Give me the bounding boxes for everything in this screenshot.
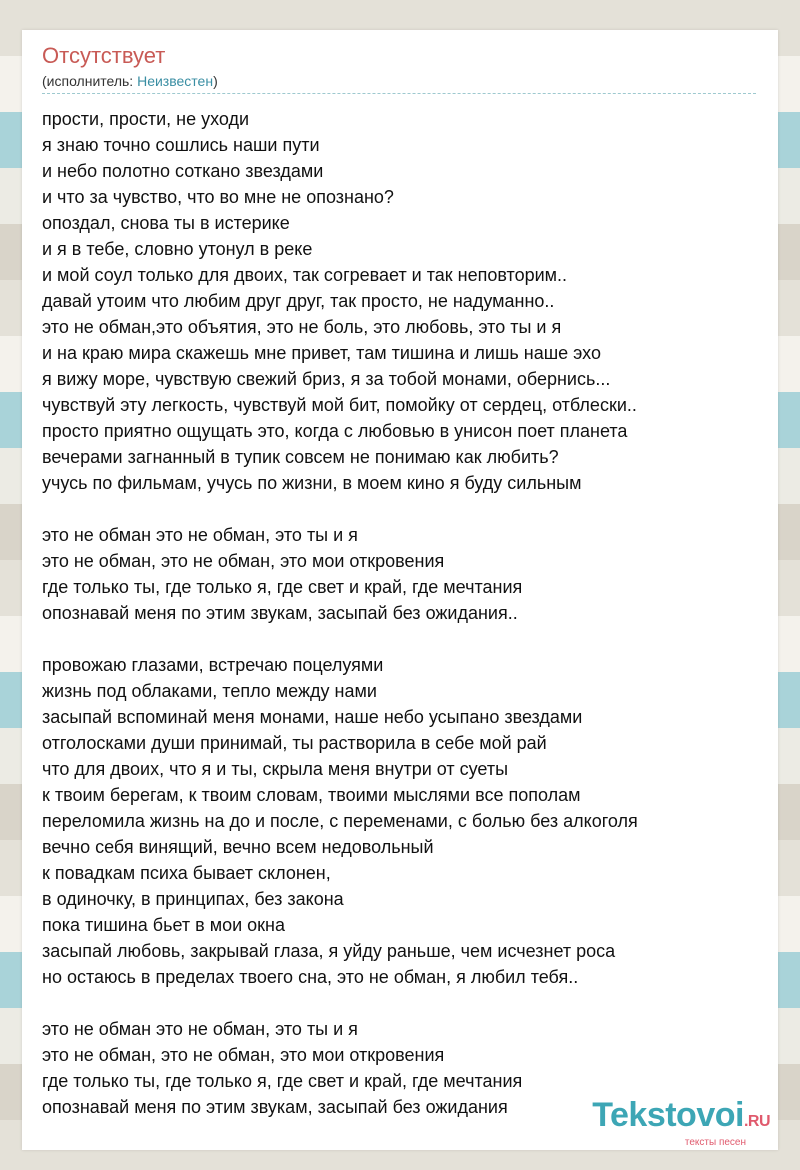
lyrics-line: к повадкам психа бывает склонен, xyxy=(42,863,331,883)
lyrics-line: опоздал, снова ты в истерике xyxy=(42,213,290,233)
song-title: Отсутствует xyxy=(42,43,166,68)
lyrics-line: вечерами загнанный в тупик совсем не понимаю как любить? xyxy=(42,447,559,467)
lyrics-line: и небо полотно соткано звездами xyxy=(42,161,324,181)
lyrics-line: отголосками души принимай, ты растворила в себе мой рай xyxy=(42,733,547,753)
lyrics-line: опознавай меня по этим звукам, засыпай без ожидания xyxy=(42,1097,508,1117)
lyrics-line: и что за чувство, что во мне не опознано? xyxy=(42,187,394,207)
lyrics-line: к твоим берегам, к твоим словам, твоими мыслями все пополам xyxy=(42,785,581,805)
lyrics-line: прости, прости, не уходи xyxy=(42,109,250,129)
lyrics-line: переломила жизнь на до и после, с переменами, с болью без алкоголя xyxy=(42,811,638,831)
logo-tagline: тексты песен xyxy=(684,1137,746,1148)
artist-prefix: (исполнитель: xyxy=(42,73,138,89)
lyrics-line: жизнь под облаками, тепло между нами xyxy=(42,681,377,701)
lyrics-blank-line xyxy=(42,990,762,1016)
lyrics-line: это не обман это не обман, это ты и я xyxy=(42,525,358,545)
lyrics-line: просто приятно ощущать это, когда с любовью в унисон поет планета xyxy=(42,421,628,441)
lyrics-line: в одиночку, в принципах, без закона xyxy=(42,889,344,909)
site-logo[interactable] xyxy=(592,1098,770,1148)
artist-suffix: ) xyxy=(213,73,218,89)
lyrics-line: пока тишина бьет в мои окна xyxy=(42,915,285,935)
lyrics-line: давай утоим что любим друг друг, так просто, не надуманно.. xyxy=(42,291,555,311)
lyrics-line: засыпай любовь, закрывай глаза, я уйду раньше, чем исчезнет роса xyxy=(42,941,616,961)
lyrics-line: где только ты, где только я, где свет и край, где мечтания xyxy=(42,1071,523,1091)
lyrics-line: учусь по фильмам, учусь по жизни, в моем кино я буду сильным xyxy=(42,473,582,493)
lyrics-text xyxy=(42,106,762,1120)
lyrics-line: провожаю глазами, встречаю поцелуями xyxy=(42,655,384,675)
lyrics-line: и на краю мира скажешь мне привет, там тишина и лишь наше эхо xyxy=(42,343,601,363)
lyrics-line: и я в тебе, словно утонул в реке xyxy=(42,239,313,259)
lyrics-line: это не обман это не обман, это ты и я xyxy=(42,1019,358,1039)
lyrics-line: где только ты, где только я, где свет и край, где мечтания xyxy=(42,577,523,597)
title-divider xyxy=(42,93,756,94)
lyrics-line: я знаю точно сошлись наши пути xyxy=(42,135,320,155)
lyrics-card xyxy=(22,30,778,1150)
lyrics-line: это не обман, это не обман, это мои откровения xyxy=(42,551,445,571)
lyrics-line: и мой соул только для двоих, так согревает и так неповторим.. xyxy=(42,265,568,285)
lyrics-line: опознавай меня по этим звукам, засыпай без ожидания.. xyxy=(42,603,518,623)
lyrics-line: это не обман,это объятия, это не боль, это любовь, это ты и я xyxy=(42,317,562,337)
lyrics-line: вечно себя винящий, вечно всем недовольный xyxy=(42,837,434,857)
logo-tld: .RU xyxy=(743,1113,770,1130)
lyrics-line: я вижу море, чувствую свежий бриз, я за тобой монами, обернись... xyxy=(42,369,611,389)
artist-link[interactable]: Неизвестен xyxy=(137,73,214,89)
lyrics-line: что для двоих, что я и ты, скрыла меня внутри от суеты xyxy=(42,759,509,779)
lyrics-blank-line xyxy=(42,626,762,652)
lyrics-line: чувствуй эту легкость, чувствуй мой бит, помойку от сердец, отблески.. xyxy=(42,395,637,415)
lyrics-line: но остаюсь в пределах твоего сна, это не обман, я любил тебя.. xyxy=(42,967,579,987)
logo-name: Tekstovoi xyxy=(592,1096,744,1134)
logo-wordmark xyxy=(592,1098,770,1139)
lyrics-line: засыпай вспоминай меня монами, наше небо усыпано звездами xyxy=(42,707,583,727)
lyrics-blank-line xyxy=(42,496,762,522)
lyrics-line: это не обман, это не обман, это мои откровения xyxy=(42,1045,445,1065)
artist-line xyxy=(42,73,218,89)
